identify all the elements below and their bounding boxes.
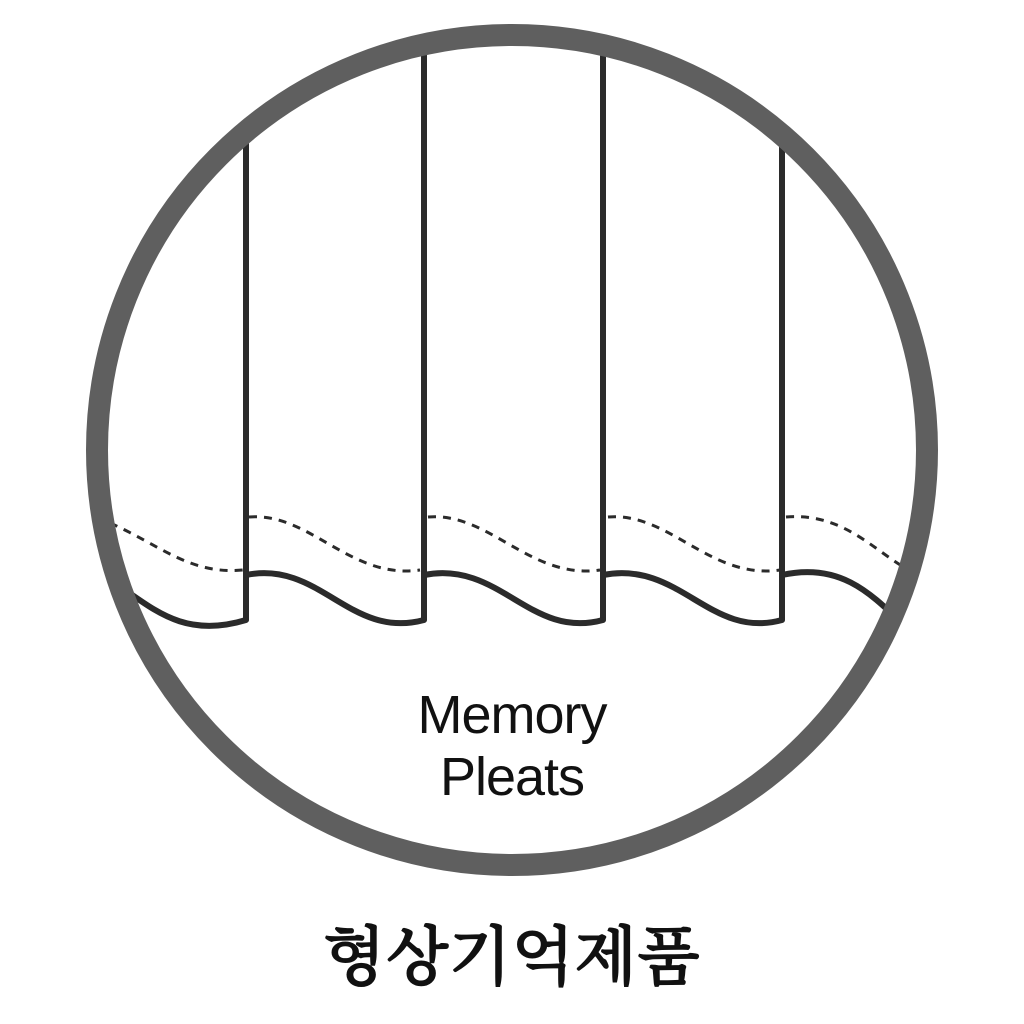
curtain-group <box>110 20 920 640</box>
pleat-hem-wave <box>110 572 920 640</box>
badge-label-line2: Pleats <box>439 747 585 807</box>
product-caption: 형상기억제품 <box>323 921 701 995</box>
badge-label-line1: Memory <box>417 685 607 745</box>
pleat-dashed-guide <box>110 517 920 575</box>
